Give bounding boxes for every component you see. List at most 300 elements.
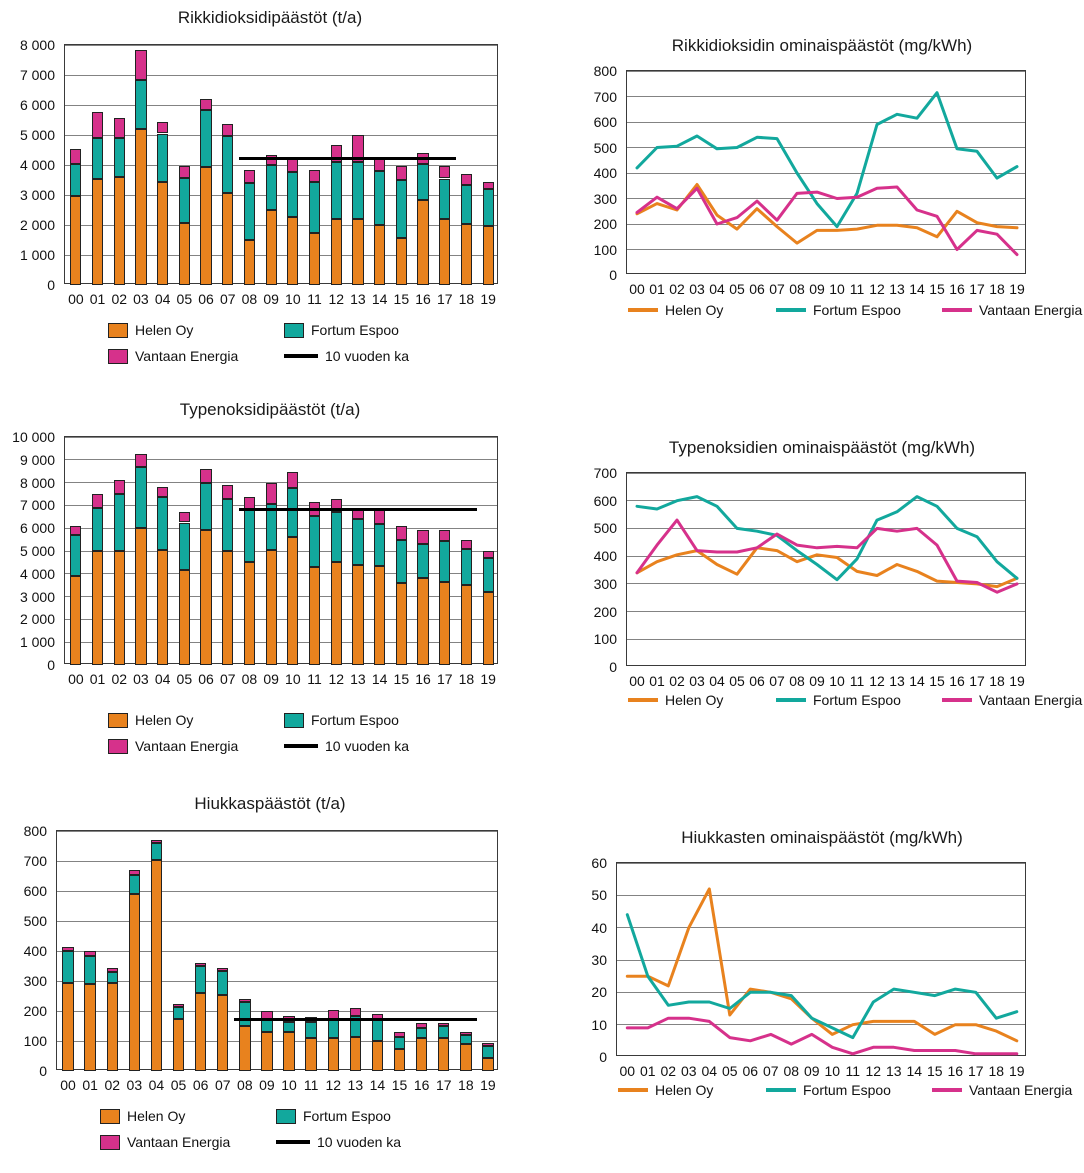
legend-item-fortum xyxy=(766,1082,932,1098)
bar-segment xyxy=(244,170,255,184)
legend-label-helen: Helen Oy xyxy=(655,1082,714,1098)
bar-segment xyxy=(283,1032,294,1071)
gridline xyxy=(65,195,497,196)
legend-item-helen xyxy=(108,322,284,338)
y-axis-tick-label: 10 000 xyxy=(12,429,55,445)
x-axis-tick-label: 05 xyxy=(170,1077,187,1093)
plot-area-pm-total xyxy=(0,820,540,1093)
line-series xyxy=(637,187,1017,255)
y-axis-tick-label: 600 xyxy=(23,883,47,899)
x-axis-tick-label: 04 xyxy=(154,671,171,687)
x-axis-tick-label: 18 xyxy=(988,1063,1005,1079)
legend-label-helen: Helen Oy xyxy=(127,1108,186,1124)
bar-segment xyxy=(396,166,407,180)
x-axis-tick-label: 18 xyxy=(458,291,475,307)
bar-segment xyxy=(438,1023,449,1026)
legend-item-vantaa xyxy=(942,692,1082,708)
bar-segment xyxy=(135,528,146,665)
legend-label-vantaa: Vantaan Energia xyxy=(979,302,1083,318)
fortum-swatch xyxy=(284,323,304,338)
bar-segment xyxy=(195,993,206,1071)
bar-segment xyxy=(394,1032,405,1037)
line-series-group xyxy=(627,71,1027,275)
x-axis-tick-label: 19 xyxy=(480,671,496,687)
x-axis-tick-label: 11 xyxy=(845,1063,861,1079)
gridline xyxy=(57,891,497,892)
bar-segment xyxy=(70,164,81,196)
bar-segment xyxy=(482,1058,493,1072)
legend-label-average: 10 vuoden ka xyxy=(317,1134,402,1150)
x-axis-tick-label: 07 xyxy=(769,281,785,297)
bar-segment xyxy=(372,1019,383,1042)
x-axis-tick-label: 11 xyxy=(849,281,865,297)
legend-label-fortum: Fortum Espoo xyxy=(311,322,399,338)
bar-segment xyxy=(309,233,320,286)
bar-segment xyxy=(239,1002,250,1026)
bar-segment xyxy=(266,210,277,285)
bar-segment xyxy=(195,966,206,993)
gridline xyxy=(65,505,497,506)
average-swatch xyxy=(276,1140,310,1144)
chart-title: Rikkidioksidin ominaispäästöt (mg/kWh) xyxy=(671,36,973,55)
bar-segment xyxy=(439,179,450,220)
chart-title: Hiukkaspäästöt (t/a) xyxy=(194,794,346,813)
gridline xyxy=(57,921,497,922)
average-line xyxy=(234,1018,477,1021)
bar-segment xyxy=(266,483,277,505)
x-axis-tick-label: 14 xyxy=(369,1077,386,1093)
x-axis-tick-label: 01 xyxy=(639,1063,656,1079)
bar-segment xyxy=(305,1022,316,1039)
x-axis-tick-label: 02 xyxy=(111,291,128,307)
gridline xyxy=(65,619,497,620)
bar-segment xyxy=(483,558,494,592)
y-axis-tick-label: 400 xyxy=(593,165,617,181)
chart-title: Typenoksidipäästöt (t/a) xyxy=(179,400,361,419)
bar-segment xyxy=(266,550,277,665)
x-axis-tick-label: 02 xyxy=(104,1077,121,1093)
legend-label-fortum: Fortum Espoo xyxy=(303,1108,391,1124)
x-axis-tick-label: 12 xyxy=(325,1077,342,1093)
x-axis-tick-label: 16 xyxy=(949,673,965,689)
line-series xyxy=(637,93,1017,227)
bar-segment xyxy=(416,1038,427,1071)
x-axis-tick-label: 17 xyxy=(436,291,453,307)
y-axis-tick-label: 30 xyxy=(591,952,607,968)
legend-item-helen xyxy=(100,1108,276,1124)
bar-segment xyxy=(416,1023,427,1028)
legend-pm-total xyxy=(100,1108,419,1150)
chart-panel-pm-specific xyxy=(560,822,1084,1122)
y-axis-tick-label: 8 000 xyxy=(19,37,55,53)
bar-segment xyxy=(114,118,125,138)
bar-segment xyxy=(217,995,228,1072)
bar-segment xyxy=(287,172,298,217)
bar-segment xyxy=(483,592,494,665)
bar-segment xyxy=(179,178,190,223)
legend-label-helen: Helen Oy xyxy=(135,322,194,338)
x-axis-tick-label: 00 xyxy=(629,281,645,297)
bar-segment xyxy=(151,840,162,843)
legend-label-vantaa: Vantaan Energia xyxy=(979,692,1083,708)
bar-segment xyxy=(222,124,233,135)
average-line xyxy=(239,508,478,511)
bar-segment xyxy=(483,551,494,558)
x-axis-tick-label: 18 xyxy=(458,671,475,687)
x-axis-tick-label: 10 xyxy=(829,281,845,297)
y-axis-tick-label: 10 xyxy=(591,1016,607,1033)
bar-segment xyxy=(372,1041,383,1071)
bar-segment xyxy=(439,166,450,179)
bar-segment xyxy=(217,968,228,971)
fortum-swatch xyxy=(284,713,304,728)
y-axis-tick-label: 100 xyxy=(593,241,617,258)
bar-segment xyxy=(135,454,146,467)
legend-so2-specific xyxy=(628,302,1084,318)
gridline xyxy=(57,981,497,982)
bar-segment xyxy=(309,170,320,182)
bar-segment xyxy=(352,162,363,219)
bar-segment xyxy=(62,983,73,1072)
gridline xyxy=(65,573,497,574)
bar-segment xyxy=(417,544,428,578)
gridline xyxy=(65,459,497,460)
bar-segment xyxy=(374,566,385,665)
bar-segment xyxy=(483,189,494,227)
average-line xyxy=(239,157,456,160)
bar-segment xyxy=(173,1007,184,1019)
bar-segment xyxy=(92,138,103,179)
bar-segment xyxy=(129,875,140,895)
x-axis-tick-label: 11 xyxy=(849,673,865,689)
bar-segment xyxy=(460,1044,471,1071)
x-axis-tick-label: 08 xyxy=(237,1077,253,1093)
x-axis-tick-label: 07 xyxy=(762,1063,779,1079)
x-axis-tick-label: 16 xyxy=(413,1077,430,1093)
x-axis-tick-label: 04 xyxy=(148,1077,165,1093)
bar-segment xyxy=(70,196,81,285)
bar-segment xyxy=(222,193,233,285)
gridline xyxy=(65,165,497,166)
bar-segment xyxy=(70,576,81,665)
x-axis-tick-label: 17 xyxy=(969,281,985,297)
y-axis-tick-label: 200 xyxy=(593,216,617,232)
bar-segment xyxy=(70,526,81,535)
x-axis-tick-label: 09 xyxy=(809,673,825,689)
x-axis-tick-label: 03 xyxy=(689,281,705,297)
y-axis-tick-label: 2 000 xyxy=(19,217,55,233)
x-axis-tick-label: 00 xyxy=(60,1077,76,1093)
line-series-group xyxy=(617,863,1027,1057)
x-axis-tick-label: 19 xyxy=(480,291,496,307)
x-axis-tick-label: 12 xyxy=(328,291,345,307)
x-axis-tick-label: 03 xyxy=(680,1063,697,1079)
bar-segment xyxy=(460,1032,471,1035)
x-axis-tick-label: 15 xyxy=(926,1063,943,1079)
bar-segment xyxy=(157,550,168,665)
legend-item-helen xyxy=(628,302,776,318)
x-axis-tick-label: 02 xyxy=(669,673,685,689)
chart-panel-so2-total xyxy=(0,0,540,380)
x-axis-tick-label: 15 xyxy=(391,1077,408,1093)
bar-segment xyxy=(222,136,233,193)
y-axis-tick-label: 40 xyxy=(591,919,607,936)
y-axis-tick-label: 4 000 xyxy=(19,157,55,173)
x-axis-tick-label: 11 xyxy=(307,671,322,687)
x-axis-tick-label: 05 xyxy=(176,671,193,687)
bar-segment xyxy=(114,177,125,285)
y-axis-tick-label: 2 000 xyxy=(19,611,55,628)
legend-item-average xyxy=(276,1134,401,1150)
vantaa-swatch xyxy=(100,1135,120,1150)
legend-label-fortum: Fortum Espoo xyxy=(311,712,399,728)
helen-line-swatch xyxy=(628,698,658,702)
bar-segment xyxy=(261,1032,272,1071)
x-axis-tick-label: 10 xyxy=(829,673,845,689)
plot-area-so2-specific xyxy=(560,62,1084,302)
x-axis-tick-label: 07 xyxy=(214,1077,231,1093)
x-axis-tick-label: 13 xyxy=(889,673,905,689)
gridline xyxy=(65,551,497,552)
legend-label-vantaa: Vantaan Energia xyxy=(127,1134,231,1150)
bar-segment xyxy=(461,549,472,585)
bar-segment xyxy=(107,983,118,1072)
legend-item-fortum xyxy=(776,692,942,708)
x-axis-tick-label: 13 xyxy=(347,1077,364,1093)
x-axis-tick-label: 06 xyxy=(192,1077,209,1093)
bar-segment xyxy=(239,999,250,1002)
bar-segment xyxy=(287,537,298,665)
bar-segment xyxy=(135,80,146,130)
bar-segment xyxy=(179,223,190,285)
chart-panel-nox-specific xyxy=(560,432,1084,732)
x-axis-tick-label: 04 xyxy=(709,673,725,689)
y-axis-tick-label: 5 000 xyxy=(19,543,55,559)
bar-segment xyxy=(179,166,190,178)
gridline xyxy=(65,45,497,46)
helen-swatch xyxy=(108,713,128,728)
bar-segment xyxy=(200,483,211,531)
x-axis-tick-label: 15 xyxy=(929,673,945,689)
chart-panel-pm-total xyxy=(0,786,540,1173)
x-axis-tick-label: 02 xyxy=(660,1063,677,1079)
x-axis-tick-label: 06 xyxy=(749,281,765,297)
x-axis-tick-label: 07 xyxy=(219,291,236,307)
y-axis-tick-label: 5 000 xyxy=(19,127,55,143)
y-axis-tick-label: 6 000 xyxy=(19,97,55,113)
bar-segment xyxy=(114,494,125,551)
fortum-line-swatch xyxy=(776,308,806,312)
y-axis-tick-label: 1 000 xyxy=(19,247,55,263)
legend-item-fortum xyxy=(276,1108,391,1124)
gridline xyxy=(65,482,497,483)
x-axis-tick-label: 10 xyxy=(281,1077,297,1093)
legend-label-helen: Helen Oy xyxy=(665,692,724,708)
x-axis-tick-label: 16 xyxy=(415,291,431,307)
fortum-line-swatch xyxy=(766,1088,796,1092)
y-axis-tick-label: 4 000 xyxy=(19,565,55,582)
legend-item-average xyxy=(284,348,409,364)
gridline xyxy=(65,75,497,76)
bar-segment xyxy=(461,224,472,286)
legend-item-fortum xyxy=(776,302,942,318)
x-axis-tick-label: 10 xyxy=(824,1063,841,1079)
x-axis-tick-label: 02 xyxy=(111,671,128,687)
bar-segment xyxy=(135,129,146,285)
bar-segment xyxy=(352,219,363,285)
bar-segment xyxy=(416,1028,427,1039)
y-axis-tick-label: 20 xyxy=(591,984,607,1001)
x-axis-tick-label: 08 xyxy=(789,673,805,689)
legend-item-helen xyxy=(628,692,776,708)
gridline xyxy=(57,951,497,952)
bar-segment xyxy=(482,1043,493,1046)
x-axis-tick-label: 17 xyxy=(969,673,985,689)
x-axis-tick-label: 14 xyxy=(909,673,925,689)
bar-segment xyxy=(179,523,190,571)
x-axis-tick-label: 19 xyxy=(1008,1063,1025,1079)
legend-label-average: 10 vuoden ka xyxy=(325,738,410,754)
y-axis-tick-label: 500 xyxy=(593,520,617,537)
fortum-line-swatch xyxy=(776,698,806,702)
bar-segment xyxy=(417,164,428,200)
y-axis-tick-label: 600 xyxy=(593,114,617,130)
bar-segment xyxy=(222,485,233,499)
y-axis-tick-label: 400 xyxy=(593,548,617,565)
y-axis-tick-label: 0 xyxy=(47,277,55,293)
bar-segment xyxy=(151,843,162,860)
x-axis-tick-label: 15 xyxy=(393,291,410,307)
vantaa-line-swatch xyxy=(942,698,972,702)
y-axis-tick-label: 500 xyxy=(23,913,47,929)
x-axis-tick-label: 19 xyxy=(1009,281,1025,297)
y-axis-tick-label: 200 xyxy=(23,1003,47,1019)
bar-segment xyxy=(114,480,125,494)
x-axis-tick-label: 02 xyxy=(669,281,685,297)
bar-segment xyxy=(287,159,298,172)
bar-segment xyxy=(374,171,385,225)
y-axis-tick-label: 0 xyxy=(47,657,55,673)
y-axis-tick-label: 7 000 xyxy=(19,67,55,83)
x-axis-tick-label: 17 xyxy=(967,1063,984,1079)
bar-segment xyxy=(195,963,206,966)
bar-segment xyxy=(482,1046,493,1058)
x-axis-tick-label: 08 xyxy=(789,281,805,297)
x-axis-tick-label: 04 xyxy=(154,291,171,307)
legend-so2-total xyxy=(108,322,427,364)
x-axis-tick-label: 00 xyxy=(68,671,84,687)
bar-segment xyxy=(309,516,320,567)
bar-segment xyxy=(179,512,190,522)
y-axis-tick-label: 0 xyxy=(599,1049,607,1065)
bar-segment xyxy=(439,541,450,582)
bar-segment xyxy=(70,149,81,164)
y-axis-tick-label: 300 xyxy=(23,973,47,989)
x-axis-tick-label: 19 xyxy=(480,1077,496,1093)
bar-segment xyxy=(222,551,233,665)
x-axis-tick-label: 09 xyxy=(263,291,279,307)
x-axis-tick-label: 12 xyxy=(869,281,885,297)
bar-segment xyxy=(200,530,211,665)
gridline xyxy=(65,642,497,643)
bar-segment xyxy=(135,467,146,529)
x-axis-tick-label: 16 xyxy=(949,281,965,297)
legend-item-helen xyxy=(618,1082,766,1098)
y-axis-tick-label: 3 000 xyxy=(19,187,55,203)
y-axis-tick-label: 700 xyxy=(593,465,617,481)
x-axis-tick-label: 08 xyxy=(241,291,258,307)
bar-segment xyxy=(350,1037,361,1072)
y-axis-tick-label: 200 xyxy=(593,603,617,620)
y-axis-tick-label: 300 xyxy=(593,575,617,592)
bar-segment xyxy=(438,1026,449,1038)
legend-nox-specific xyxy=(628,692,1084,708)
bar-segment xyxy=(287,472,298,488)
plot-area-nox-total xyxy=(0,426,540,686)
x-axis-tick-label: 06 xyxy=(742,1063,759,1079)
legend-label-vantaa: Vantaan Energia xyxy=(135,348,239,364)
x-axis-tick-label: 04 xyxy=(701,1063,718,1079)
x-axis-tick-label: 06 xyxy=(749,673,765,689)
bar-segment xyxy=(352,519,363,565)
bar-segment xyxy=(62,951,73,983)
bar-segment xyxy=(328,1020,339,1038)
x-axis-tick-label: 14 xyxy=(371,291,388,307)
y-axis-tick-label: 600 xyxy=(593,492,617,509)
helen-swatch xyxy=(108,323,128,338)
line-series-group xyxy=(627,473,1027,667)
y-axis-tick-label: 800 xyxy=(23,823,47,839)
bar-segment xyxy=(396,526,407,540)
x-axis-tick-label: 13 xyxy=(350,291,366,307)
bar-segment xyxy=(157,122,168,133)
bar-segment xyxy=(84,951,95,956)
x-axis-tick-label: 15 xyxy=(393,671,410,687)
bar-segment xyxy=(396,180,407,239)
bar-segment xyxy=(244,562,255,665)
bar-segment xyxy=(396,238,407,285)
x-axis-tick-label: 01 xyxy=(649,281,665,297)
x-axis-tick-label: 05 xyxy=(721,1063,738,1079)
bar-segment xyxy=(92,494,103,508)
x-axis-tick-label: 10 xyxy=(285,291,301,307)
bar-segment xyxy=(92,179,103,286)
legend-nox-total xyxy=(108,712,427,754)
bar-segment xyxy=(92,551,103,665)
y-axis-tick-label: 100 xyxy=(593,631,617,648)
chart-panel-so2-specific xyxy=(560,30,1084,360)
bar-segment xyxy=(305,1038,316,1071)
gridline xyxy=(65,135,497,136)
bar-segment xyxy=(157,182,168,286)
legend-label-average: 10 vuoden ka xyxy=(325,348,410,364)
x-axis-tick-label: 13 xyxy=(889,281,905,297)
legend-item-fortum xyxy=(284,712,399,728)
bar-segment xyxy=(114,138,125,177)
y-axis-tick-label: 400 xyxy=(23,943,47,959)
bar-segment xyxy=(107,968,118,973)
chart-title: Rikkidioksidipäästöt (t/a) xyxy=(177,8,363,27)
y-axis-tick-label: 500 xyxy=(593,139,617,156)
legend-label-vantaa: Vantaan Energia xyxy=(135,738,239,754)
legend-label-fortum: Fortum Espoo xyxy=(803,1082,891,1098)
legend-item-vantaa xyxy=(932,1082,1072,1098)
bar-segment xyxy=(309,182,320,233)
x-axis-tick-label: 09 xyxy=(809,281,825,297)
x-axis-tick-label: 16 xyxy=(415,671,431,687)
x-axis-tick-label: 04 xyxy=(709,281,725,297)
bar-segment xyxy=(461,540,472,549)
